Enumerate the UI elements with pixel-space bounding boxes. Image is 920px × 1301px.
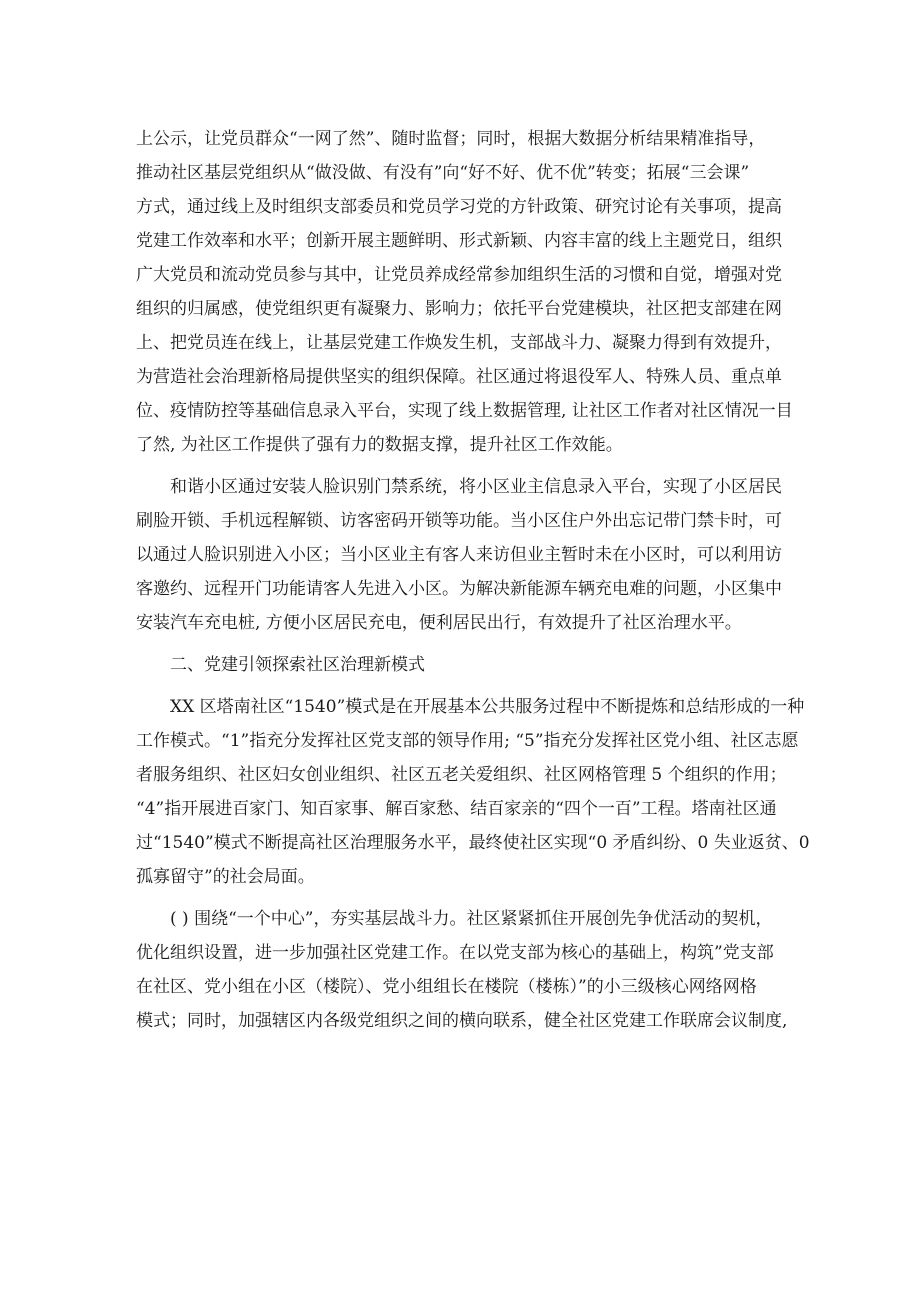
text-line: 在社区、党小组在小区（楼院）、党小组组长在楼院（楼栋）”的小三级核心网络网格 — [136, 977, 757, 997]
text-line: 客邀约、远程开门功能请客人先进入小区。为解决新能源车辆充电难的问题，小区集中 — [136, 579, 782, 599]
text-line: 过“1540”模式不断提高社区治理服务水平，最终使社区实现“0 矛盾纠纷、0 失业返贫、0 — [136, 833, 810, 853]
paragraph-4 — [136, 902, 788, 1038]
text-line: 模式；同时，加强辖区内各级党组织之间的横向联系，健全社区党建工作联席会议制度, — [136, 1011, 788, 1031]
paragraph-1 — [136, 122, 793, 462]
text-line: 方式，通过线上及时组织支部委员和党员学习党的方针政策、研究讨论有关事项，提高 — [136, 197, 782, 217]
section-heading — [136, 648, 788, 682]
text-line: 上公示，让党员群众“一网了然”、随时监督；同时，根据大数据分析结果精准指导， — [136, 129, 766, 149]
text-line: “4”指开展进百家门、知百家事、解百家愁、结百家亲的“四个一百”工程。塔南社区通 — [136, 799, 777, 819]
text-line: 党建工作效率和水平；创新开展主题鲜明、形式新颖、内容丰富的线上主题党日，组织 — [136, 231, 782, 251]
text-line: 位、疫情防控等基础信息录入平台，实现了线上数据管理, 让社区工作者对社区情况一目 — [136, 401, 793, 421]
text-line: 组织的归属感，使党组织更有凝聚力、影响力；依托平台党建模块，社区把支部建在网 — [136, 299, 782, 319]
text-line: 者服务组织、社区妇女创业组织、社区五老关爱组织、社区网格管理 5 个组织的作用； — [136, 765, 787, 785]
text-line: 安装汽车充电桩, 方便小区居民充电，便利居民出行，有效提升了社区治理水平。 — [136, 613, 742, 633]
text-line: 推动社区基层党组织从“做没做、有没有”向“好不好、优不优”转变；拓展“三会课” — [136, 163, 750, 183]
text-line: 上、把党员连在线上，让基层党建工作焕发生机，支部战斗力、凝聚力得到有效提升， — [136, 333, 782, 353]
text-line: 优化组织设置，进一步加强社区党建工作。在以党支部为核心的基础上，构筑”党支部 — [136, 943, 774, 963]
text-line: 以通过人脸识别进入小区；当小区业主有客人来访但业主暂时未在小区时，可以利用访 — [136, 545, 782, 565]
text-line: 孤寡留守”的社会局面。 — [136, 867, 315, 887]
document-body — [136, 122, 810, 1046]
paragraph-3 — [136, 690, 810, 894]
text-line: 工作模式。“1”指充分发挥社区党支部的领导作用; “5”指充分发挥社区党小组、社区志愿 — [136, 731, 799, 751]
text-line: 了然, 为社区工作提供了强有力的数据支撑，提升社区工作效能。 — [136, 435, 623, 455]
heading-text: 二、党建引领探索社区治理新模式 — [170, 655, 425, 675]
text-line: ( ) 围绕“一个中心”，夯实基层战斗力。社区紧紧抓住开展创先争优活动的契机， — [170, 909, 773, 929]
text-line: 广大党员和流动党员参与其中，让党员养成经常参加组织生活的习惯和自觉，增强对党 — [136, 265, 782, 285]
paragraph-2 — [136, 470, 788, 640]
text-line: XX 区塔南社区“1540”模式是在开展基本公共服务过程中不断提炼和总结形成的一种 — [170, 697, 805, 717]
text-line: 为营造社会治理新格局提供坚实的组织保障。社区通过将退役军人、特殊人员、重点单 — [136, 367, 782, 387]
text-line: 和谐小区通过安装人脸识别门禁系统，将小区业主信息录入平台，实现了小区居民 — [170, 477, 782, 497]
text-line: 刷脸开锁、手机远程解锁、访客密码开锁等功能。当小区住户外出忘记带门禁卡时，可 — [136, 511, 782, 531]
